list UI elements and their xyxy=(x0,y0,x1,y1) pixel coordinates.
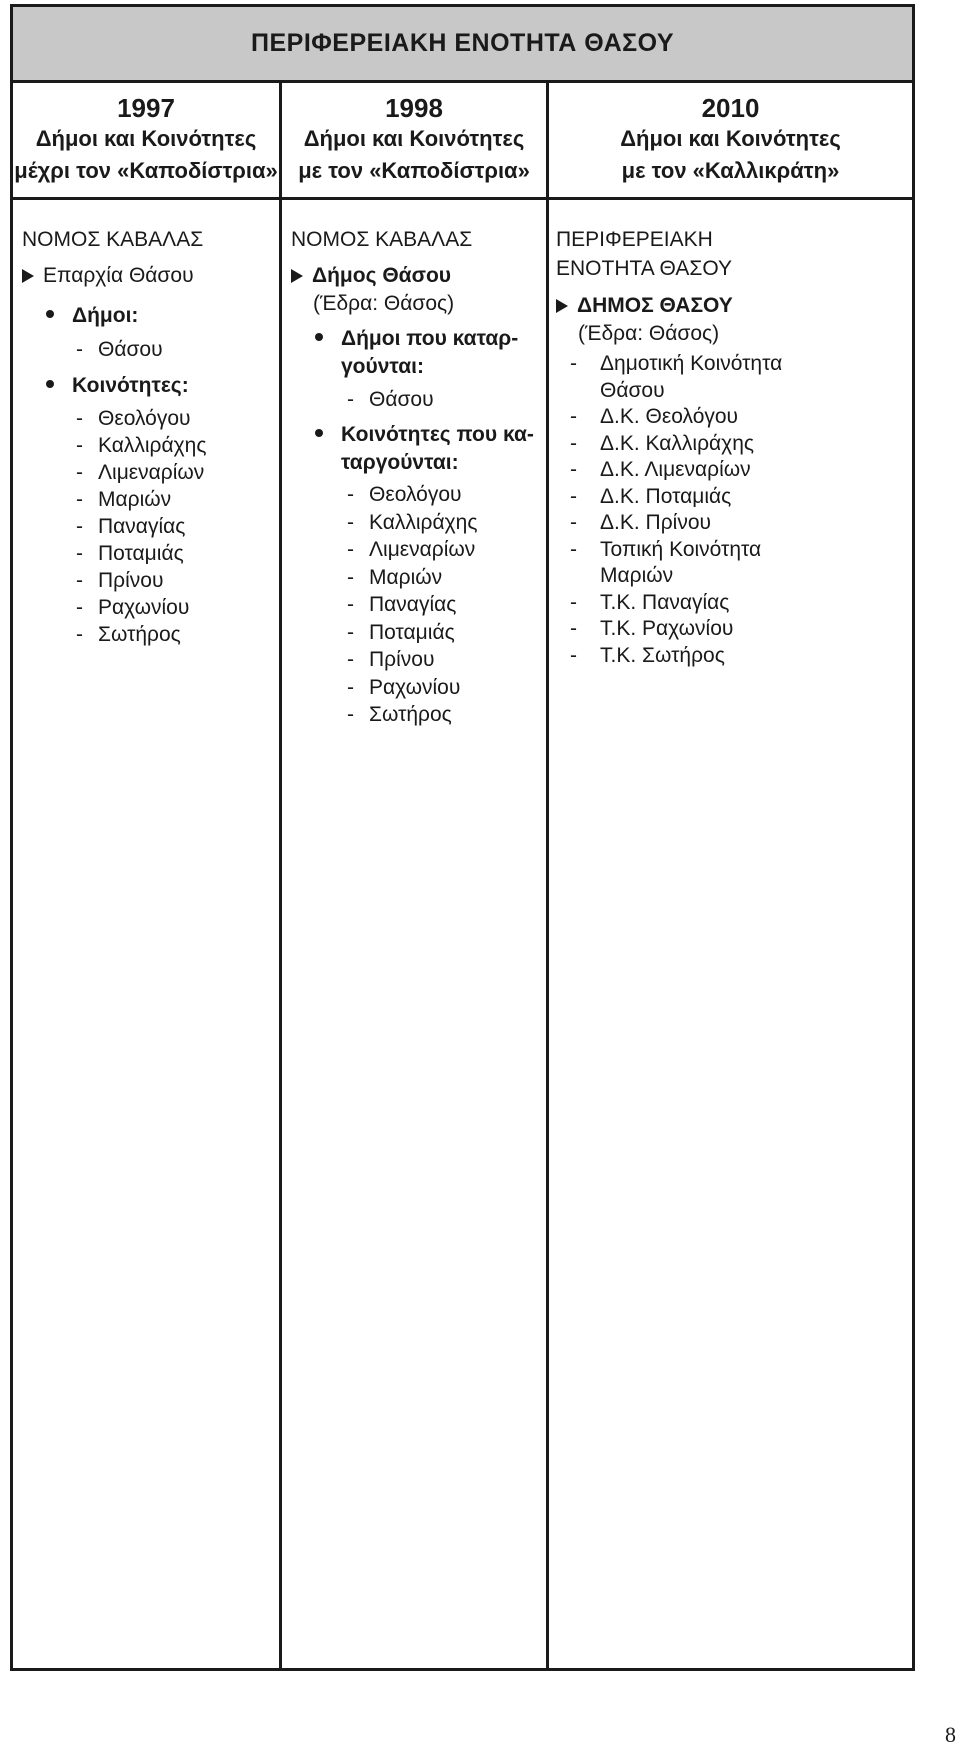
header-line: μέχρι τον «Καποδίστρια» xyxy=(14,158,278,183)
list-item: - Ραχωνίου xyxy=(76,596,190,619)
list-item: - Ποταμιάς xyxy=(347,620,455,644)
list-item: - Δημοτική Κοινότητα Θάσου xyxy=(570,352,783,402)
list-item: - Πρίνου xyxy=(347,648,435,671)
page-number: 8 xyxy=(945,1722,956,1747)
list-item: - Θάσου xyxy=(76,338,163,361)
list-item: - Λιμεναρίων xyxy=(347,538,476,561)
munis-list xyxy=(22,335,272,365)
arrow-item xyxy=(556,291,906,321)
region-heading: ΠΕΡΙΦΕΡΕΙΑΚΗ ΕΝΟΤΗΤΑ ΘΑΣΟΥ xyxy=(556,228,733,280)
year-label: 1997 xyxy=(117,93,175,123)
column-divider xyxy=(546,80,549,1668)
bullet-icon xyxy=(315,333,323,341)
header-line: με τον «Καποδίστρια» xyxy=(298,158,530,183)
list-item: - Μαριών xyxy=(76,488,172,511)
comparison-table xyxy=(10,4,915,1671)
comms-label: Κοινότητες: xyxy=(72,374,189,397)
list-item: - Δ.Κ. Θεολόγου xyxy=(570,405,739,428)
column-header-2010 xyxy=(549,83,912,197)
list-item: - Δ.Κ. Λιμεναρίων xyxy=(570,458,751,481)
municipality-label: Δήμος Θάσου xyxy=(312,264,452,287)
list-item: - Δ.Κ. Καλλιράχης xyxy=(570,431,755,455)
list-item: - Τοπική Κοινότητα Μαριών xyxy=(570,537,762,587)
seat-label: (Έδρα: Θάσος) xyxy=(578,322,720,345)
triangle-right-icon xyxy=(556,299,568,313)
munis-list xyxy=(321,385,543,415)
list-item: - Τ.Κ. Παναγίας xyxy=(570,590,730,614)
bullet-item xyxy=(315,421,543,477)
arrow-item xyxy=(291,261,543,291)
bullet-item xyxy=(22,301,272,331)
table-title: ΠΕΡΙΦΕΡΕΙΑΚΗ ΕΝΟΤΗΤΑ ΘΑΣΟΥ xyxy=(13,7,912,83)
region-heading: ΝΟΜΟΣ ΚΑΒΑΛΑΣ xyxy=(291,228,473,251)
header-line: Δήμοι και Κοινότητες xyxy=(303,126,525,151)
comms-label: Κοινότητες που κα- ταργούνται: xyxy=(341,423,534,474)
list-item: - Μαριών xyxy=(347,565,443,589)
bullet-item xyxy=(315,325,543,381)
comms-list xyxy=(22,405,272,648)
list-item: - Σωτήρος xyxy=(76,623,181,646)
arrow-item xyxy=(22,261,272,291)
munis-label: Δήμοι που καταρ- γούνται: xyxy=(341,327,519,378)
column-1998 xyxy=(291,200,543,729)
list-item: - Θεολόγου xyxy=(76,407,191,430)
list-item: - Δ.Κ. Πρίνου xyxy=(570,511,711,534)
province-label: Επαρχία Θάσου xyxy=(43,264,194,287)
list-item: - Θεολόγου xyxy=(347,483,462,506)
column-1997 xyxy=(22,200,272,648)
seat-label: (Έδρα: Θάσος) xyxy=(313,292,455,315)
list-item: - Λιμεναρίων xyxy=(76,461,205,484)
municipality-label: ΔΗΜΟΣ ΘΑΣΟΥ xyxy=(577,294,733,317)
column-header-1998 xyxy=(282,83,546,197)
triangle-right-icon xyxy=(291,269,303,283)
column-2010 xyxy=(556,200,906,669)
column-header-1997 xyxy=(13,83,279,197)
comms-list xyxy=(321,481,543,729)
list-item: - Καλλιράχης xyxy=(347,510,478,534)
list-item: - Καλλιράχης xyxy=(76,434,207,457)
list-item: - Ραχωνίου xyxy=(347,675,461,699)
munis-label: Δήμοι: xyxy=(72,304,139,327)
list-item: - Ποταμιάς xyxy=(76,542,184,565)
list-item: - Θάσου xyxy=(347,388,434,411)
community-list xyxy=(556,351,906,669)
list-item: - Τ.Κ. Ραχωνίου xyxy=(570,617,734,640)
list-item: - Δ.Κ. Ποταμιάς xyxy=(570,484,732,508)
year-label: 1998 xyxy=(385,93,443,123)
list-item: - Τ.Κ. Σωτήρος xyxy=(570,643,725,667)
triangle-right-icon xyxy=(22,269,34,283)
bullet-item xyxy=(22,371,272,401)
bullet-icon xyxy=(46,380,54,388)
header-line: με τον «Καλλικράτη» xyxy=(621,158,840,183)
list-item: - Παναγίας xyxy=(347,593,457,616)
header-line: Δήμοι και Κοινότητες xyxy=(35,126,257,151)
bullet-icon xyxy=(315,429,323,437)
region-heading: ΝΟΜΟΣ ΚΑΒΑΛΑΣ xyxy=(22,228,204,251)
bullet-icon xyxy=(46,310,54,318)
list-item: - Πρίνου xyxy=(76,569,164,592)
header-line: Δήμοι και Κοινότητες xyxy=(620,126,841,151)
list-item: - Σωτήρος xyxy=(347,703,452,726)
list-item: - Παναγίας xyxy=(76,515,186,538)
year-label: 2010 xyxy=(701,93,760,123)
column-divider xyxy=(279,80,282,1668)
